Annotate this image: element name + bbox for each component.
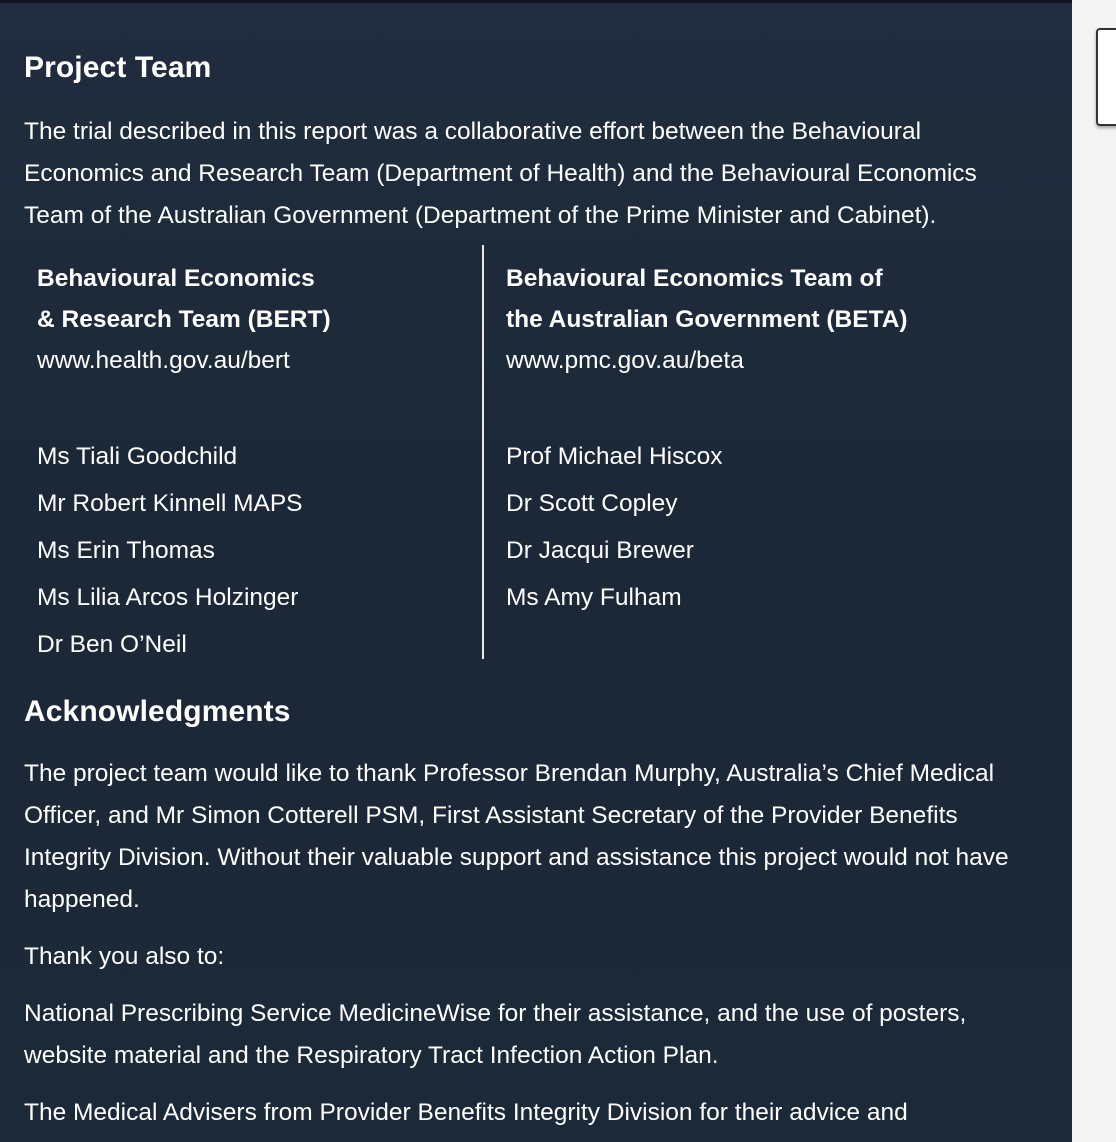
intro-line: The trial described in this report was a collaborative effort between the Behavioural [24, 118, 922, 145]
ack-line: Integrity Division. Without their valuable support and assistance this project would not have [24, 844, 1009, 871]
intro-line: Economics and Research Team (Department of Health) and the Behavioural Economics [24, 160, 977, 187]
page-thumbnail[interactable] [1096, 28, 1116, 126]
member-name: Ms Amy Fulham [506, 584, 682, 611]
ack-line: happened. [24, 886, 140, 913]
beta-url: www.pmc.gov.au/beta [506, 347, 744, 374]
bert-title-line: Behavioural Economics [37, 265, 315, 292]
beta-title-line: the Australian Government (BETA) [506, 306, 908, 333]
bert-members-list [37, 433, 303, 668]
bert-title-line: & Research Team (BERT) [37, 306, 331, 333]
medical-advisers-paragraph: The Medical Advisers from Provider Benefits Integrity Division for their advice and [24, 1099, 908, 1126]
nps-line: National Prescribing Service MedicineWise for their assistance, and the use of posters, [24, 1000, 967, 1027]
nps-line: website material and the Respiratory Tract Infection Action Plan. [24, 1042, 719, 1069]
member-name: Ms Tiali Goodchild [37, 443, 238, 470]
member-name: Dr Ben O’Neil [37, 631, 187, 658]
project-team-heading: Project Team [24, 51, 212, 84]
acknowledgments-paragraph [24, 753, 1009, 921]
bert-column [37, 258, 331, 658]
bert-url: www.health.gov.au/bert [37, 347, 290, 374]
member-name: Dr Scott Copley [506, 490, 678, 517]
beta-column [506, 258, 908, 611]
intro-line: Team of the Australian Government (Department of the Prime Minister and Cabinet). [24, 202, 937, 229]
member-name: Prof Michael Hiscox [506, 443, 723, 470]
member-name: Dr Jacqui Brewer [506, 537, 694, 564]
member-name: Mr Robert Kinnell MAPS [37, 490, 303, 517]
member-name: Ms Erin Thomas [37, 537, 215, 564]
nps-paragraph [24, 993, 966, 1077]
ack-line: Officer, and Mr Simon Cotterell PSM, First Assistant Secretary of the Provider Benefits [24, 802, 958, 829]
beta-title-line: Behavioural Economics Team of [506, 265, 883, 292]
column-divider [482, 245, 484, 659]
project-team-intro [24, 111, 977, 237]
thumbnail-panel [1072, 0, 1116, 1142]
acknowledgments-heading: Acknowledgments [24, 695, 291, 728]
member-name: Ms Lilia Arcos Holzinger [37, 584, 299, 611]
beta-members-list [506, 433, 722, 621]
ack-line: The project team would like to thank Professor Brendan Murphy, Australia’s Chief Medical [24, 760, 995, 787]
thank-you-also: Thank you also to: [24, 943, 225, 970]
document-page[interactable] [0, 3, 1072, 1142]
